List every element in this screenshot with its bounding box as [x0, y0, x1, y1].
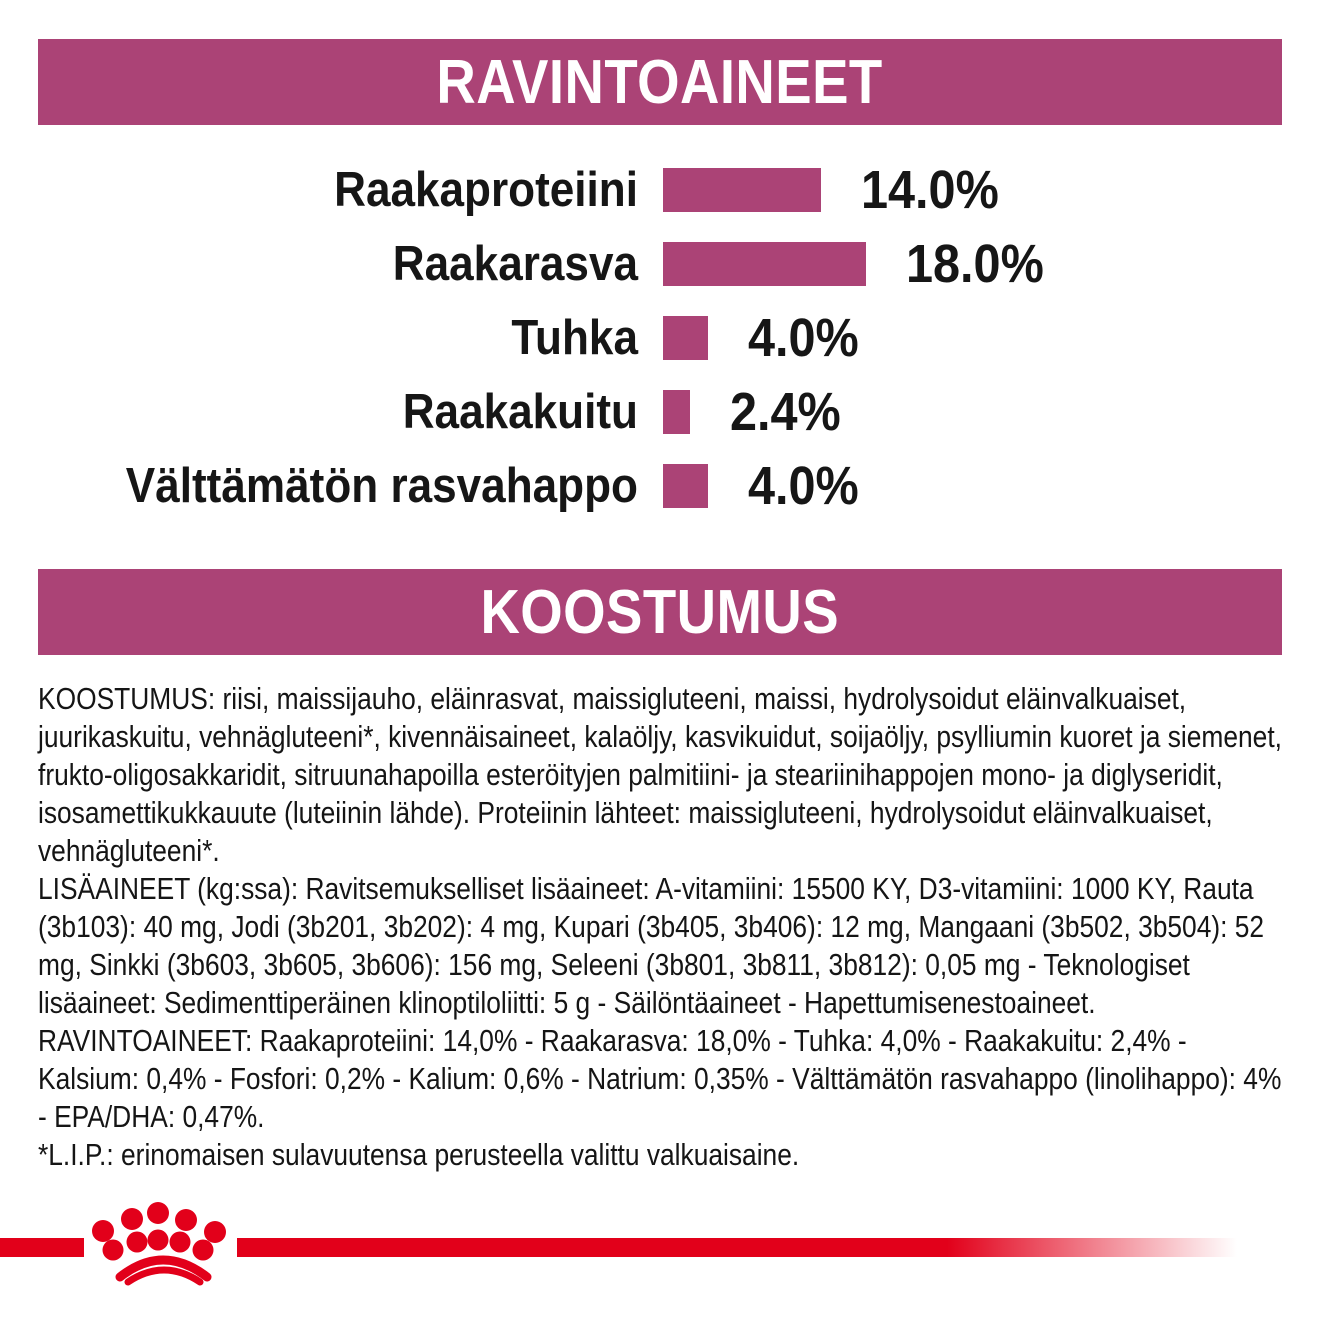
chart-row-label: Raakarasva [392, 237, 638, 291]
composition-text [38, 680, 1282, 1174]
chart-bar [663, 168, 821, 212]
section-title-composition: KOOSTUMUS [480, 577, 840, 647]
additives-paragraph: LISÄAINEET (kg:ssa): Ravitsemukselliset lisäaineet: A-vitamiini: 15500 KY, D3-vitamiini: 1000 KY, Rauta (3b103): 40 mg, Jodi (3b201, 3b202): 4 mg, Kupari (3b405, 3b406): 12 mg, Mangaani (3b502, 3b504): 52 mg, Sinkki (3b603, 3b605, 3b606): 156 mg, Seleeni (3b801, 3b811, 3b812): 0,05 mg - Teknologiset lisäaineet: Sedimenttiperäinen klinoptiloliitti: 5 g - Säilöntäaineet - Hapettumisenestoaineet. [38, 871, 1265, 1020]
chart-bar [663, 464, 708, 508]
chart-row [38, 301, 1282, 375]
chart-bar [663, 242, 866, 286]
nutrients-paragraph: RAVINTOAINEET: Raakaproteiini: 14,0% - Raakarasva: 18,0% - Tuhka: 4,0% - Raakakuitu: 2,4% - Kalsium: 0,4% - Fosfori: 0,2% - Kalium: 0,6% - Natrium: 0,35% - Välttämätön rasvahappo (linolihappo): 4% - EPA/DHA: 0,47%. [38, 1023, 1282, 1134]
chart-row [38, 153, 1282, 227]
chart-row [38, 375, 1282, 449]
chart-row-label: Raakakuitu [402, 385, 638, 439]
nutrients-chart [38, 153, 1282, 523]
chart-bar [663, 390, 690, 434]
section-header-composition [38, 569, 1282, 655]
section-title-nutrients: RAVINTOAINEET [436, 47, 884, 117]
chart-bar-value: 4.0% [748, 456, 859, 516]
crown-arcs [120, 1260, 207, 1282]
chart-row-label: Raakaproteiini [334, 163, 638, 217]
crown-dots [92, 1202, 226, 1261]
brand-stripe-right [237, 1238, 1237, 1257]
chart-row [38, 227, 1282, 301]
lip-footnote: *L.I.P.: erinomaisen sulavuutensa perusteella valittu valkuaisaine. [38, 1137, 800, 1172]
brand-stripe-left [0, 1238, 84, 1257]
chart-bar-value: 2.4% [730, 382, 841, 442]
section-header-nutrients [38, 39, 1282, 125]
chart-row-label: Tuhka [511, 311, 638, 365]
chart-bar-value: 4.0% [748, 308, 859, 368]
composition-paragraph: KOOSTUMUS: riisi, maissijauho, eläinrasvat, maissigluteeni, maissi, hydrolysoidut eläinvalkuaiset, juurikaskuitu, vehnägluteeni*, kivennäisaineet, kalaöljy, kasvikuidut, soijaöljy, psylliumin kuoret ja siemenet, frukto-oligosakkaridit, sitruunahapoilla esteröityjen palmitiini- ja steariinihappojen mono- ja diglyseridit, isosamettikukkauute (luteiinin lähde). Proteiinin lähteet: maissigluteeni, hydrolysoidut eläinvalkuaiset, vehnägluteeni*. [38, 681, 1282, 868]
chart-bar-value: 14.0% [861, 160, 999, 220]
chart-bar-value: 18.0% [906, 234, 1044, 294]
chart-row-label: Välttämätön rasvahappo [125, 459, 638, 513]
royal-canin-crown-icon [80, 1200, 240, 1295]
chart-bar [663, 316, 708, 360]
chart-row [38, 449, 1282, 523]
